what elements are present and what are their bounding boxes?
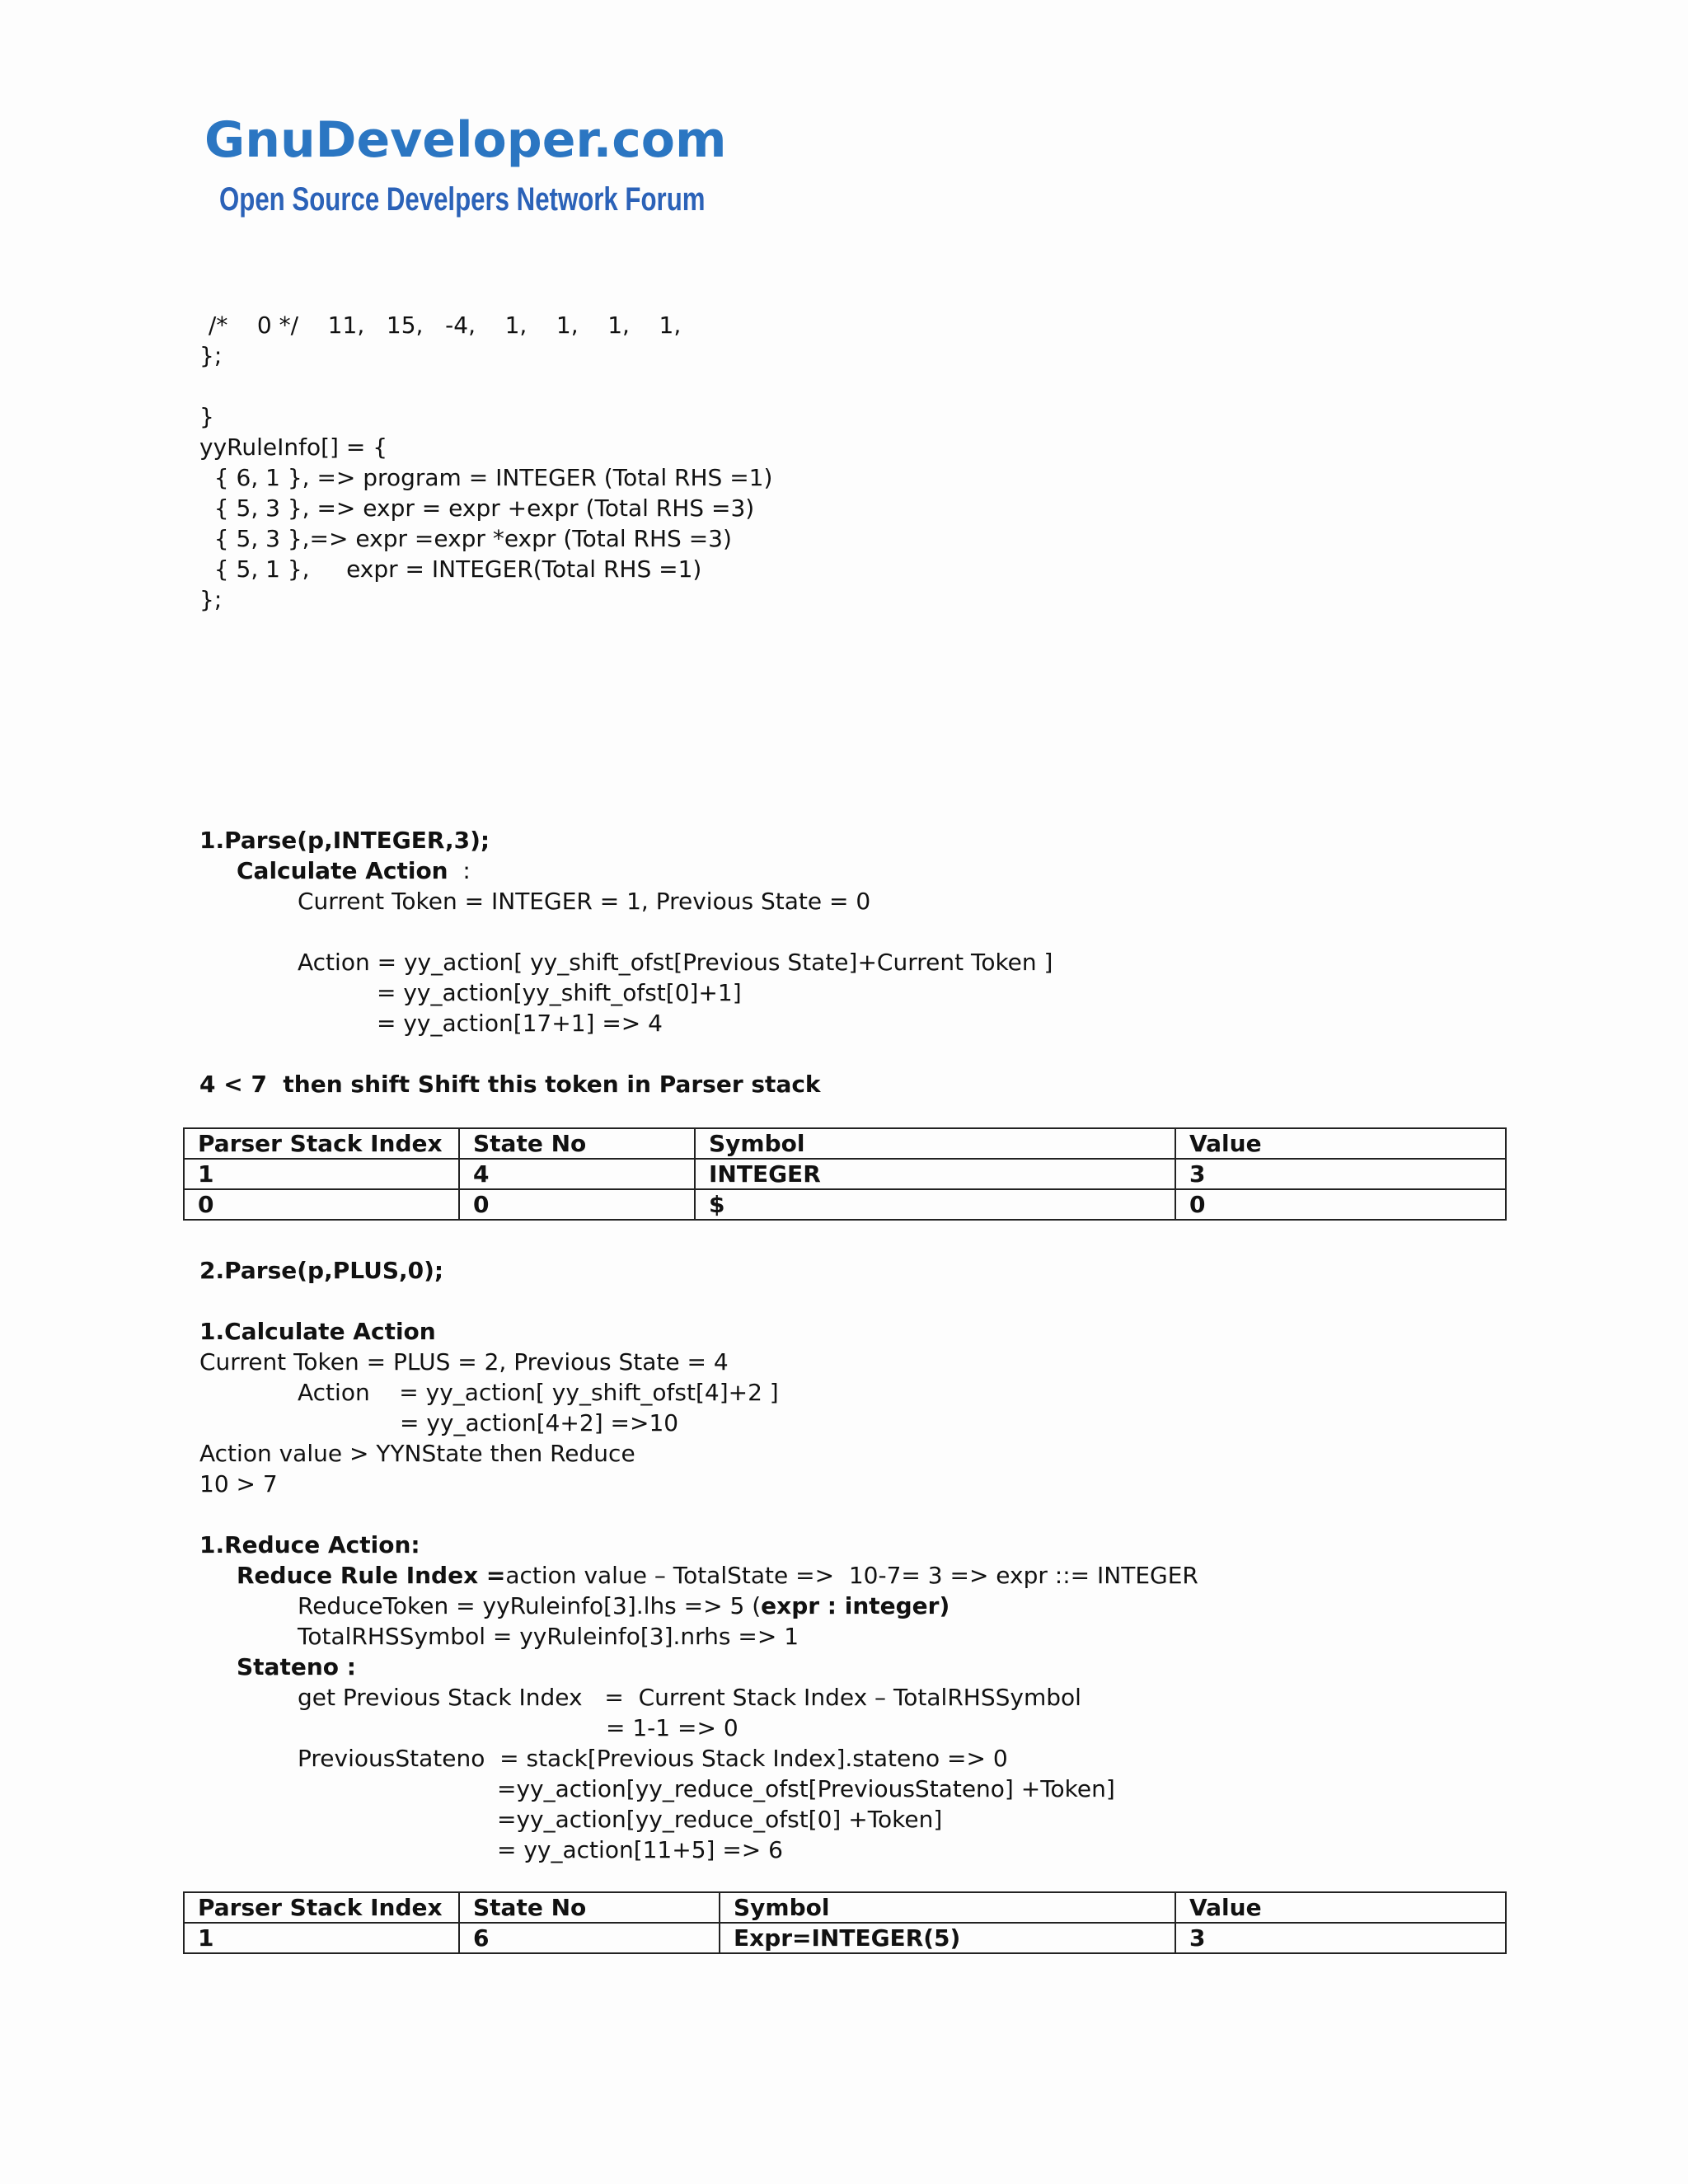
code-line: /* 0 */ 11, 15, -4, 1, 1, 1, 1,	[201, 312, 682, 339]
logo-subtitle: Open Source Develpers Network Forum	[219, 181, 706, 218]
table-cell: 4	[459, 1159, 695, 1189]
table-header-cell: State No	[459, 1892, 720, 1923]
stateno-label: Stateno :	[237, 1653, 356, 1680]
table-cell: Expr=INTEGER(5)	[720, 1923, 1175, 1953]
step1-calc-line	[237, 857, 471, 884]
reduce-line: = yy_action[11+5] => 6	[497, 1836, 783, 1863]
step1-line: = yy_action[yy_shift_ofst[0]+1]	[377, 979, 742, 1006]
code-line: yyRuleInfo[] = {	[199, 434, 388, 461]
table-row	[184, 1159, 1506, 1189]
table-header-cell: Symbol	[720, 1892, 1175, 1923]
code-line: { 5, 1 }, expr = INTEGER(Total RHS =1)	[199, 555, 702, 583]
step2-line: 10 > 7	[199, 1470, 278, 1497]
reduce-rule-line	[237, 1564, 1198, 1587]
table-cell: 6	[459, 1923, 720, 1953]
table-header-cell: Parser Stack Index	[184, 1892, 459, 1923]
reduce-token-prefix: ReduceToken = yyRuleinfo[3].lhs => 5 (	[298, 1592, 762, 1619]
table-cell: $	[695, 1189, 1175, 1220]
table-row	[184, 1923, 1506, 1953]
reduce-heading: 1.Reduce Action:	[199, 1531, 420, 1558]
step2-line: Action = yy_action[ yy_shift_ofst[4]+2 ]	[298, 1379, 779, 1406]
table-cell: 3	[1175, 1159, 1506, 1189]
step2-line: Current Token = PLUS = 2, Previous State = 4	[199, 1348, 729, 1376]
table-header-cell: Parser Stack Index	[184, 1128, 459, 1159]
table-row	[184, 1189, 1506, 1220]
table-cell: 1	[184, 1923, 459, 1953]
table-cell: 1	[184, 1159, 459, 1189]
code-line: { 6, 1 }, => program = INTEGER (Total RHS =1)	[199, 464, 773, 491]
step1-line: Current Token = INTEGER = 1, Previous State = 0	[298, 888, 871, 915]
code-line: };	[199, 342, 223, 369]
code-line: }	[199, 403, 214, 430]
step1-line: Action = yy_action[ yy_shift_ofst[Previous State]+Current Token ]	[298, 949, 1053, 976]
reduce-line: get Previous Stack Index = Current Stack Index – TotalRHSSymbol	[298, 1684, 1081, 1711]
step1-line: = yy_action[17+1] => 4	[377, 1010, 663, 1037]
table-cell: 0	[459, 1189, 695, 1220]
step2-line: = yy_action[4+2] =>10	[400, 1409, 679, 1436]
table-cell: INTEGER	[695, 1159, 1175, 1189]
step2-heading: 2.Parse(p,PLUS,0);	[199, 1257, 444, 1284]
table-header-cell: Value	[1175, 1892, 1506, 1923]
reduce-line: = 1-1 => 0	[606, 1714, 738, 1741]
step2-calc-heading: 1.Calculate Action	[199, 1318, 436, 1345]
table-header-row	[184, 1892, 1506, 1923]
reduce-line: =yy_action[yy_reduce_ofst[PreviousStateno] +Token]	[497, 1775, 1115, 1802]
table-header-row	[184, 1128, 1506, 1159]
reduce-rule-text: action value – TotalState => 10-7= 3 => expr ::= INTEGER	[505, 1562, 1198, 1589]
table-header-cell: Value	[1175, 1128, 1506, 1159]
step1-calc-label: Calculate Action	[237, 857, 448, 884]
table-header-cell: Symbol	[695, 1128, 1175, 1159]
site-logo	[204, 111, 842, 218]
table-cell: 0	[1175, 1189, 1506, 1220]
reduce-line: PreviousStateno = stack[Previous Stack Index].stateno => 0	[298, 1745, 1008, 1772]
logo-title: GnuDeveloper.com	[204, 111, 727, 169]
reduce-token-bold: expr : integer)	[761, 1592, 950, 1619]
shift-note: 4 < 7 then shift Shift this token in Parser stack	[199, 1071, 821, 1098]
step1-heading: 1.Parse(p,INTEGER,3);	[199, 827, 490, 854]
code-line: };	[199, 586, 223, 613]
reduce-rule-label: Reduce Rule Index =	[237, 1562, 506, 1589]
reduce-line: TotalRHSSymbol = yyRuleinfo[3].nrhs => 1	[298, 1623, 799, 1650]
step2-line: Action value > YYNState then Reduce	[199, 1440, 635, 1467]
code-line: { 5, 3 }, => expr = expr +expr (Total RHS =3)	[199, 494, 755, 522]
table-cell: 3	[1175, 1923, 1506, 1953]
table-header-cell: State No	[459, 1128, 695, 1159]
parser-stack-table-1	[183, 1127, 1507, 1221]
step1-calc-suffix: :	[448, 857, 471, 884]
table-cell: 0	[184, 1189, 459, 1220]
code-line: { 5, 3 },=> expr =expr *expr (Total RHS =3)	[199, 525, 732, 552]
reduce-token-line	[298, 1592, 950, 1619]
parser-stack-table-2	[183, 1891, 1507, 1954]
reduce-line: =yy_action[yy_reduce_ofst[0] +Token]	[497, 1806, 943, 1833]
